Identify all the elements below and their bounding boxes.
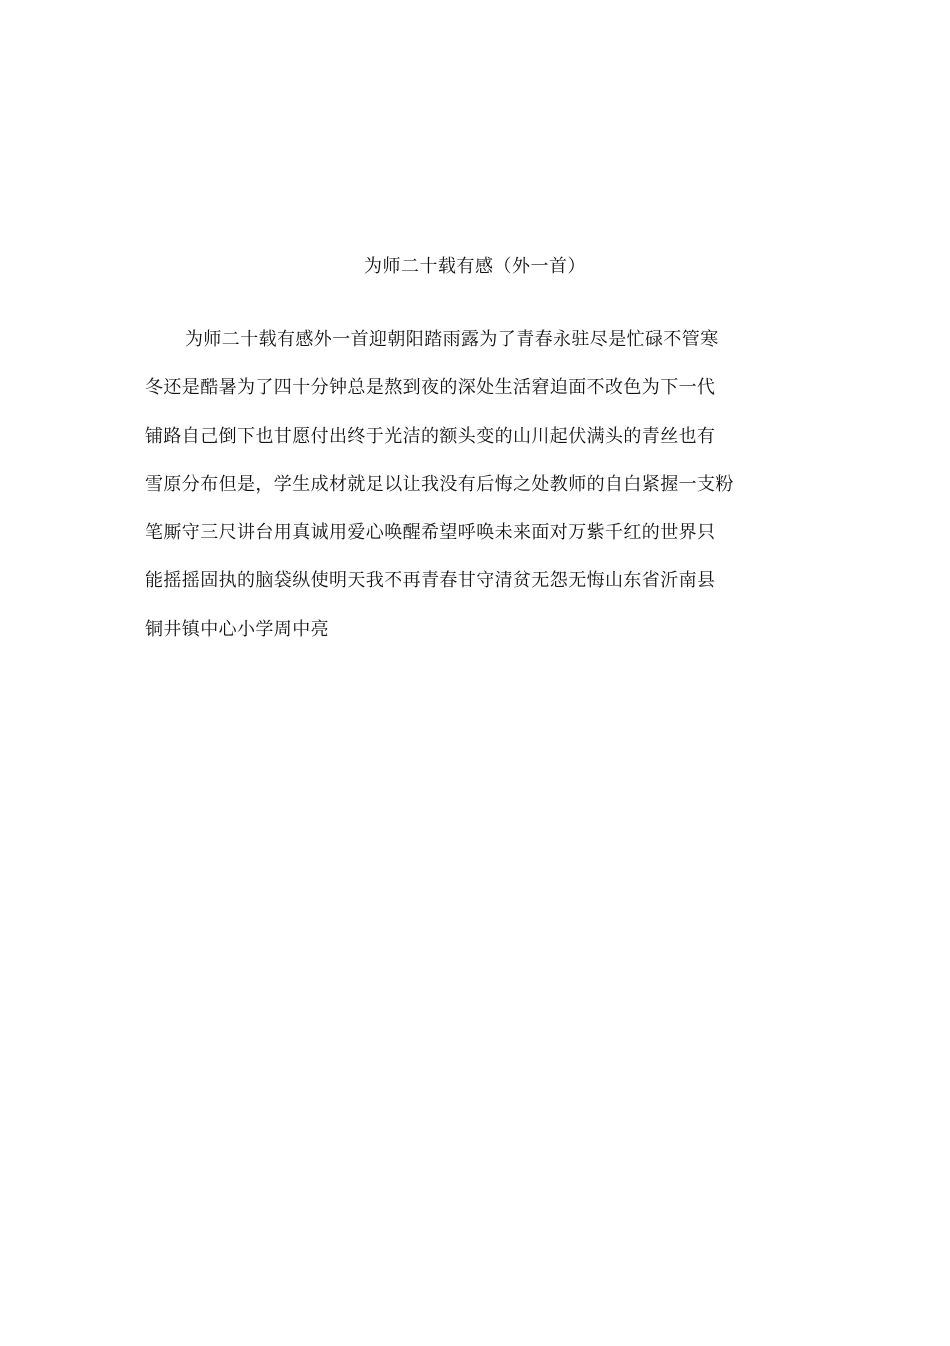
- body-line: 铺路自己倒下也甘愿付出终于光洁的额头变的山川起伏满头的青丝也有: [145, 425, 716, 447]
- body-line: 冬还是酷暑为了四十分钟总是熬到夜的深处生活窘迫面不改色为下一代: [145, 377, 716, 399]
- document-title: 为师二十载有感（外一首）: [364, 256, 586, 277]
- body-line: 为师二十载有感外一首迎朝阳踏雨露为了青春永驻尽是忙碌不管寒: [185, 329, 719, 350]
- body-line: 笔厮守三尺讲台用真诚用爱心唤醒希望呼唤未来面对万紫千红的世界只: [145, 522, 716, 544]
- document-body: [145, 316, 765, 654]
- body-line: 雪原分布但是，学生成材就足以让我没有后悔之处教师的自白紧握一支粉: [145, 473, 734, 495]
- body-line: 能摇摇固执的脑袋纵使明天我不再青春甘守清贫无怨无悔山东省沂南县: [145, 570, 716, 592]
- body-line: 铜井镇中心小学周中亮: [145, 618, 329, 640]
